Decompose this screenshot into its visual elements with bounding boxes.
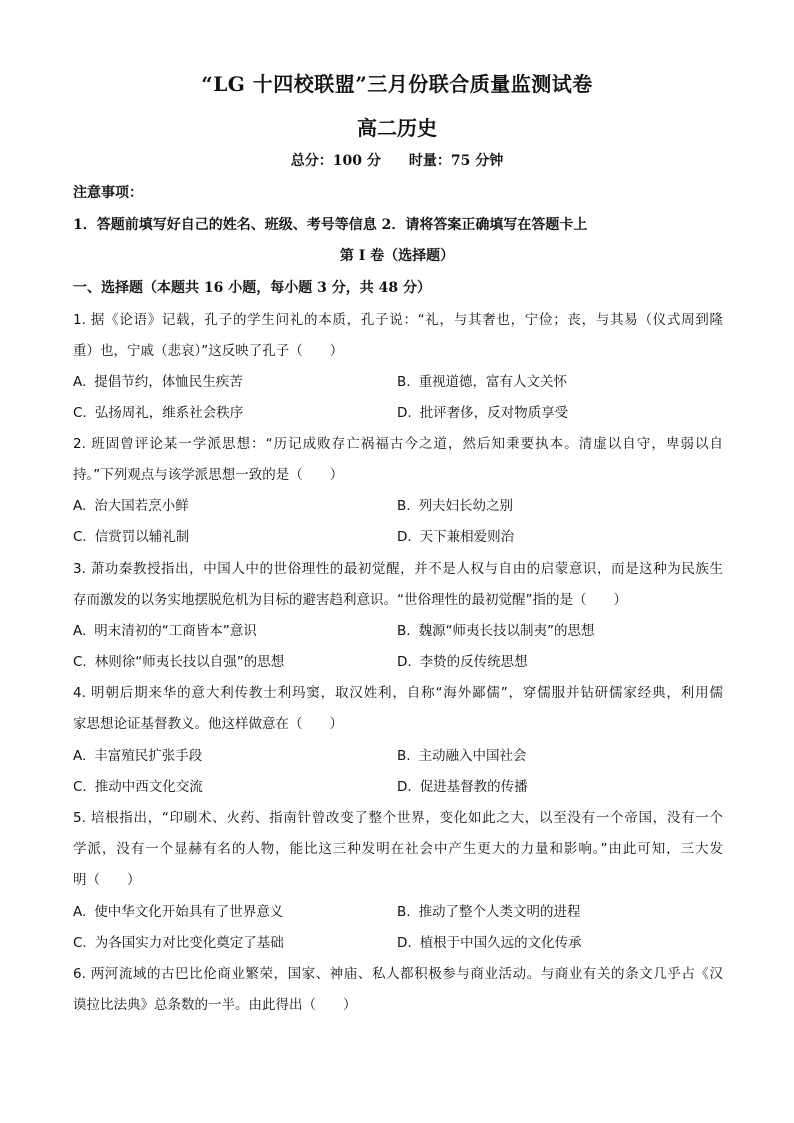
option-label: B.: [397, 623, 411, 639]
notes-text: 1．答题前填写好自己的姓名、班级、考号等信息 2．请将答案正确填写在答题卡上: [73, 217, 588, 233]
option-text: 弘扬周礼，维系社会秩序: [94, 405, 244, 421]
option-label: C.: [73, 935, 87, 951]
option-text: 林则徐“师夷长技以自强”的思想: [94, 654, 285, 670]
option-text: 天下兼相爱则治: [419, 529, 515, 545]
question-3-option-d: [397, 650, 528, 670]
total-score: 总分：100 分: [290, 153, 381, 169]
option-text: 植根于中国久远的文化传承: [419, 935, 582, 951]
question-2-option-b: [397, 494, 513, 514]
question-2-option-d: [397, 525, 514, 545]
option-label: C.: [73, 405, 87, 421]
option-text: 为各国实力对比变化奠定了基础: [94, 935, 284, 951]
question-3-option-b: [397, 619, 595, 639]
question-2-option-c: [73, 525, 189, 545]
option-label: B.: [397, 498, 411, 514]
question-3-option-a: [73, 619, 257, 639]
option-text: 信赏罚以辅礼制: [94, 529, 190, 545]
question-2-line-1: 2. 班固曾评论某一学派思想：“历记成败存亡祸福古今之道，然后知秉要执本。清虚以自守，卑弱以自: [73, 436, 723, 452]
option-label: C.: [73, 654, 87, 670]
question-4-option-a: [73, 744, 202, 764]
question-5-option-d: [397, 931, 582, 951]
option-label: B.: [397, 904, 411, 920]
question-1-option-b: [397, 370, 567, 390]
exam-title: “LG 十四校联盟”三月份联合质量监测试卷: [201, 72, 593, 96]
option-text: 魏源“师夷长技以制夷”的思想: [418, 623, 595, 639]
question-2-line-2: 持。”下列观点与该学派思想一致的是（ ）: [73, 467, 344, 483]
question-5-line-1: 5. 培根指出，“印刷术、火药、指南针曾改变了整个世界，变化如此之大，以至没有一个帝国，没有一个: [73, 810, 723, 826]
option-text: 提倡节约，体恤民生疾苦: [94, 374, 243, 390]
option-label: D.: [397, 935, 412, 951]
question-1-line-2: 重）也，宁戚（悲哀）”这反映了孔子（ ）: [73, 343, 344, 359]
question-2-option-a: [73, 494, 189, 514]
question-4-option-b: [397, 744, 527, 764]
question-1-option-d: [397, 401, 568, 421]
option-label: C.: [73, 779, 87, 795]
question-6-line-2: 谟拉比法典》总条数的一半。由此得出（ ）: [73, 997, 357, 1013]
section-heading: 一、选择题（本题共 16 小题，每小题 3 分，共 48 分）: [73, 280, 431, 296]
question-4-line-2: 家思想论证基督教义。他这样做意在（ ）: [73, 716, 343, 732]
question-4-option-c: [73, 775, 203, 795]
option-label: A.: [73, 904, 87, 920]
option-label: A.: [73, 374, 87, 390]
question-5-line-3: 明（ ）: [73, 872, 141, 888]
question-5-option-b: [397, 900, 581, 920]
option-label: B.: [397, 748, 411, 764]
option-text: 明末清初的“工商皆本”意识: [94, 623, 257, 639]
question-1-line-1: 1. 据《论语》记载，孔子的学生问礼的本质，孔子说：“礼，与其奢也，宁俭；丧，与其易（仪式周到隆: [73, 312, 723, 328]
option-text: 批评奢侈，反对物质享受: [419, 405, 569, 421]
option-text: 使中华文化开始具有了世界意义: [94, 904, 284, 920]
question-3-line-1: 3. 萧功秦教授指出，中国人中的世俗理性的最初觉醒，并不是人权与自由的启蒙意识，而是这种为民族生: [73, 561, 723, 577]
notes-heading: 注意事项：: [73, 185, 143, 201]
option-label: D.: [397, 529, 412, 545]
option-label: D.: [397, 405, 412, 421]
option-label: D.: [397, 779, 412, 795]
option-text: 主动融入中国社会: [418, 748, 527, 764]
option-label: B.: [397, 374, 411, 390]
question-1-option-a: [73, 370, 243, 390]
option-text: 李贽的反传统思想: [419, 654, 528, 670]
time-limit: 时量：75 分钟: [408, 153, 504, 169]
option-label: A.: [73, 498, 87, 514]
option-text: 治大国若烹小鲜: [94, 498, 189, 514]
question-5-line-2: 学派，没有一个显赫有名的人物，能比这三种发明在社会中产生更大的力量和影响。”由此可知，三大发: [73, 841, 723, 857]
exam-meta: [0, 150, 794, 170]
option-text: 推动了整个人类文明的进程: [418, 904, 581, 920]
part-title: 第 I 卷（选择题）: [339, 248, 455, 264]
subject-title: 高二历史: [357, 116, 437, 140]
question-5-option-c: [73, 931, 284, 951]
option-text: 重视道德，富有人文关怀: [418, 374, 568, 390]
question-6-line-1: 6. 两河流域的古巴比伦商业繁荣，国家、神庙、私人都积极参与商业活动。与商业有关的条文几乎占《汉: [73, 966, 723, 982]
option-label: C.: [73, 529, 87, 545]
option-label: A.: [73, 623, 87, 639]
option-label: D.: [397, 654, 412, 670]
option-text: 列夫妇长幼之别: [418, 498, 514, 514]
option-text: 推动中西文化交流: [94, 779, 203, 795]
question-5-option-a: [73, 900, 283, 920]
question-3-line-2: 存而激发的以务实地摆脱危机为目标的避害趋利意识。“世俗理性的最初觉醒”指的是（ ）: [73, 592, 627, 608]
option-text: 丰富殖民扩张手段: [94, 748, 203, 764]
question-4-line-1: 4. 明朝后期来华的意大利传教士利玛窦，取汉姓利，自称“海外鄙儒”，穿儒服并钻研儒家经典，利用儒: [73, 685, 723, 701]
question-1-option-c: [73, 401, 243, 421]
question-4-option-d: [397, 775, 528, 795]
question-3-option-c: [73, 650, 284, 670]
option-label: A.: [73, 748, 87, 764]
option-text: 促进基督教的传播: [419, 779, 528, 795]
